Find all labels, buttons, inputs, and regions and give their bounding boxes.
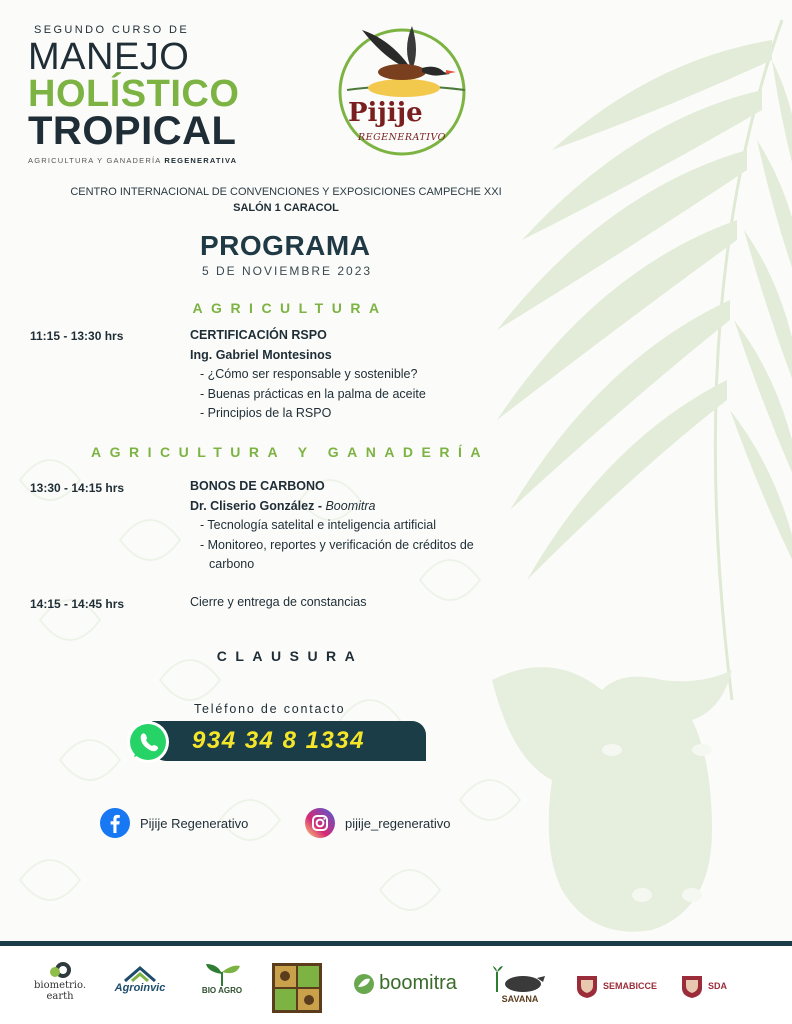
campeche-crest-icon	[680, 974, 704, 998]
session-title: BONOS DE CARBONO	[190, 479, 325, 493]
course-subtitle: AGRICULTURA Y GANADERÍA REGENERATIVA	[28, 156, 238, 165]
session-topic: - Monitoreo, reportes y verificación de créditos de	[200, 537, 474, 552]
sponsor-bar	[0, 946, 792, 1024]
sprout-icon	[202, 962, 242, 986]
contact-label: Teléfono de contacto	[194, 702, 346, 716]
session-block	[190, 477, 474, 575]
session-time: 13:30 - 14:15 hrs	[30, 481, 125, 495]
sponsor-biometrio-suffix: earth	[46, 991, 74, 1002]
session-topic: - Principios de la RSPO	[200, 406, 332, 420]
sponsor-semabicce-name: SEMABICCE	[602, 981, 657, 991]
sponsor-agroinvic-name: Agroinvic	[114, 982, 166, 994]
venue-name: CENTRO INTERNACIONAL DE CONVENCIONES Y EXPOSICIONES CAMPECHE XXI	[70, 186, 502, 198]
session-time: 11:15 - 13:30 hrs	[30, 329, 124, 343]
whatsapp-icon[interactable]	[126, 720, 170, 764]
session-speaker: Dr. Cliserio González - Boomitra	[190, 498, 376, 513]
facebook-handle: Pijije Regenerativo	[140, 815, 249, 831]
sponsor-sda-name: SDA	[708, 981, 728, 991]
sponsor-biometrio	[30, 960, 90, 1002]
instagram-icon	[305, 808, 335, 838]
section-heading-agricultura-ganaderia: AGRICULTURA Y GANADERÍA	[91, 444, 489, 460]
course-pre-title: SEGUNDO CURSO DE	[34, 24, 190, 36]
sponsor-boomitra	[340, 972, 470, 995]
program-date: 5 DE NOVIEMBRE 2023	[202, 264, 373, 278]
sponsor-green-brown	[272, 962, 322, 1014]
brand-name: Pijije	[348, 98, 423, 128]
session-topic: carbono	[209, 557, 255, 571]
session-topic: - Buenas prácticas en la palma de aceite	[200, 386, 426, 401]
phone-number[interactable]: 934 34 8 1334	[192, 727, 365, 754]
instagram-link[interactable]	[305, 808, 451, 838]
sponsor-savana-name: SAVANA	[501, 994, 539, 1004]
course-title-line1: MANEJO	[28, 36, 190, 78]
sponsor-bioagro-name: BIO AGRO	[201, 986, 243, 995]
session-topic: - ¿Cómo ser responsable y sostenible?	[200, 367, 418, 381]
sponsor-boomitra-name: boomitra	[379, 972, 457, 994]
agroinvic-icon	[123, 966, 157, 982]
section-heading-agricultura: AGRICULTURA	[192, 300, 388, 316]
session-topic: - Tecnología satelital e inteligencia artificial	[200, 518, 437, 532]
savana-cow-icon	[493, 964, 547, 994]
course-title-line3: TROPICAL	[28, 109, 237, 153]
facebook-link[interactable]	[100, 808, 248, 838]
cow-illustration	[492, 660, 792, 940]
sponsor-savana	[490, 964, 550, 1004]
session-time: 14:15 - 14:45 hrs	[30, 597, 125, 611]
facebook-icon	[100, 808, 130, 838]
session-speaker: Ing. Gabriel Montesinos	[190, 347, 332, 362]
session-block	[190, 593, 366, 613]
biometrio-icon	[49, 960, 71, 980]
sponsor-biometrio-name: biometrio.	[33, 980, 87, 991]
sponsor-sda	[680, 974, 770, 998]
brand-subtitle: REGENERATIVO	[358, 132, 446, 143]
page-title: PROGRAMA	[200, 230, 371, 261]
campeche-crest-icon	[575, 974, 599, 998]
course-logo	[28, 24, 268, 165]
session-speaker-org: Boomitra	[325, 498, 376, 513]
palm-frond-illustration	[482, 0, 792, 720]
sponsor-agroinvic	[104, 966, 176, 994]
session-title: Cierre y entrega de constancias	[190, 595, 367, 609]
session-title: CERTIFICACIÓN RSPO	[190, 328, 327, 342]
course-title-line2: HOLÍSTICO	[28, 73, 240, 115]
venue-room: SALÓN 1 CARACOL	[233, 202, 339, 214]
sponsor-bioagro	[192, 962, 252, 995]
session-block	[190, 326, 426, 424]
sponsor-semabicce	[570, 974, 662, 998]
green-brown-badge-icon	[272, 963, 322, 1013]
instagram-handle: pijije_regenerativo	[345, 815, 451, 831]
section-heading-clausura: CLAUSURA	[216, 648, 364, 664]
boomitra-leaf-icon	[353, 973, 375, 995]
